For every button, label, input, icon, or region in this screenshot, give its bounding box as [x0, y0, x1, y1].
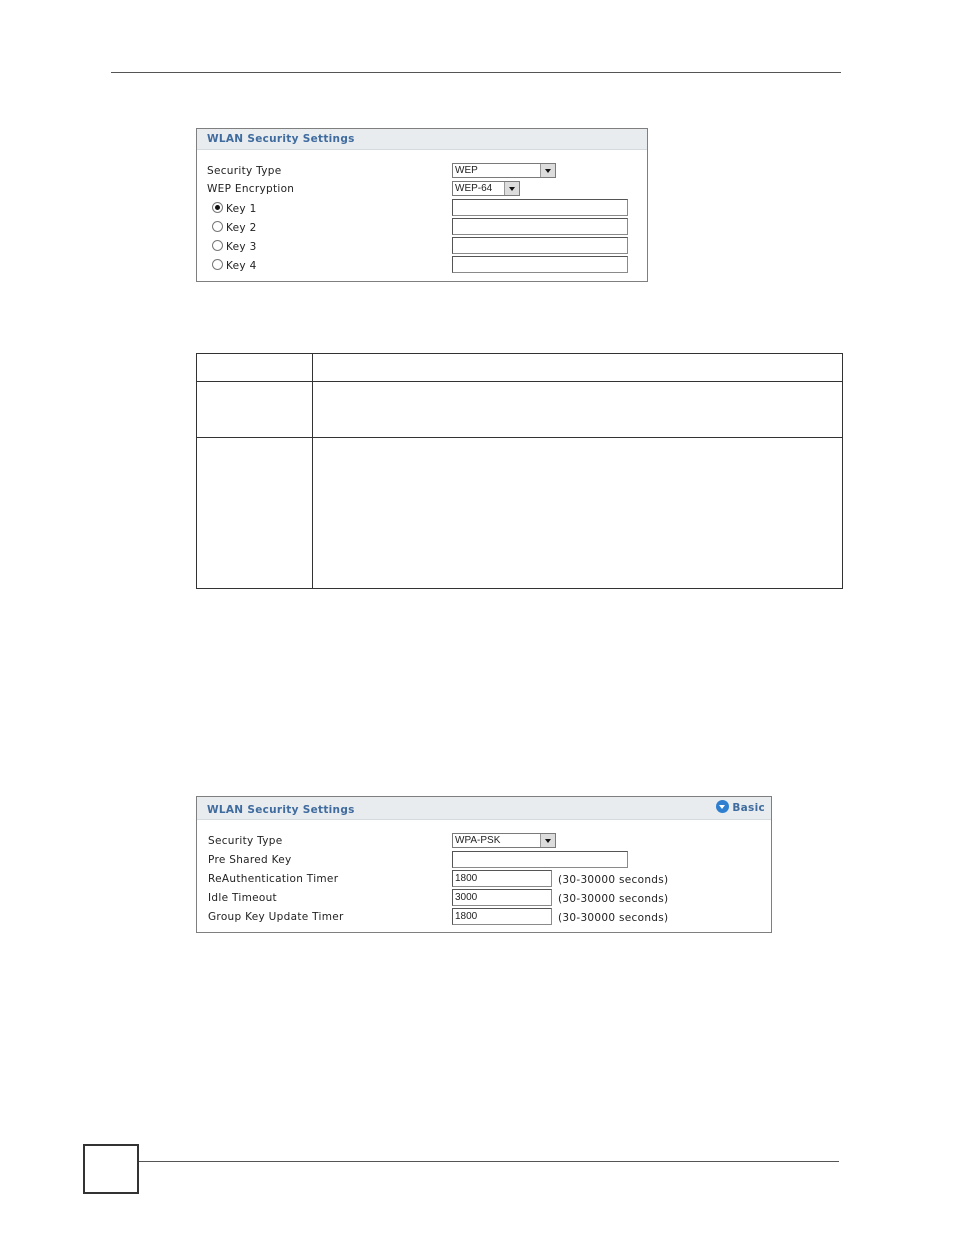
panel-title-row — [197, 797, 771, 820]
key-2-input[interactable] — [452, 218, 628, 235]
security-type-select[interactable] — [452, 833, 556, 848]
wep-encryption-value: WEP-64 — [455, 183, 493, 194]
key-4-input[interactable] — [452, 256, 628, 273]
pre-shared-key-label: Pre Shared Key — [208, 854, 292, 866]
key-1-radio[interactable] — [212, 202, 223, 213]
idle-timeout-input[interactable]: 3000 — [452, 889, 552, 906]
reauthentication-timer-label: ReAuthentication Timer — [208, 873, 339, 885]
table-cell — [313, 382, 843, 438]
idle-timeout-unit: (30-30000 seconds) — [558, 893, 669, 905]
table-cell — [197, 382, 313, 438]
table-header-cell — [313, 354, 843, 382]
chevron-down-icon — [504, 182, 519, 195]
table-header-row — [197, 354, 843, 382]
footer-rule — [139, 1161, 839, 1162]
group-key-update-timer-unit: (30-30000 seconds) — [558, 912, 669, 924]
key-2-radio[interactable] — [212, 221, 223, 232]
key-1-input[interactable] — [452, 199, 628, 216]
group-key-update-timer-input[interactable]: 1800 — [452, 908, 552, 925]
table-header-cell — [197, 354, 313, 382]
panel-title: WLAN Security Settings — [197, 129, 647, 150]
basic-link-label: Basic — [732, 802, 765, 814]
idle-timeout-label: Idle Timeout — [208, 892, 277, 904]
security-type-select[interactable] — [452, 163, 556, 178]
basic-link[interactable] — [716, 797, 765, 820]
table-row — [197, 438, 843, 589]
key-2-label: Key 2 — [226, 222, 257, 234]
page-number-box — [83, 1144, 139, 1194]
pre-shared-key-input[interactable] — [452, 851, 628, 868]
chevron-down-icon — [540, 834, 555, 847]
chevron-down-circle-icon — [716, 800, 729, 813]
table-row — [197, 382, 843, 438]
key-4-label: Key 4 — [226, 260, 257, 272]
group-key-update-timer-label: Group Key Update Timer — [208, 911, 344, 923]
security-type-value: WEP — [455, 165, 478, 176]
security-type-label: Security Type — [207, 165, 282, 177]
security-type-label: Security Type — [208, 835, 283, 847]
key-4-radio[interactable] — [212, 259, 223, 270]
wep-encryption-label: WEP Encryption — [207, 183, 295, 195]
chevron-down-icon — [540, 164, 555, 177]
reauthentication-timer-input[interactable]: 1800 — [452, 870, 552, 887]
wlan-security-panel-wep — [196, 128, 648, 282]
key-1-label: Key 1 — [226, 203, 257, 215]
key-3-radio[interactable] — [212, 240, 223, 251]
key-3-input[interactable] — [452, 237, 628, 254]
key-3-label: Key 3 — [226, 241, 257, 253]
description-table — [196, 353, 843, 589]
panel-title: WLAN Security Settings — [207, 804, 355, 816]
security-type-value: WPA-PSK — [455, 835, 501, 846]
wep-encryption-select[interactable] — [452, 181, 520, 196]
wlan-security-panel-wpa — [196, 796, 772, 933]
table-cell — [313, 438, 843, 589]
reauthentication-timer-unit: (30-30000 seconds) — [558, 874, 669, 886]
table-cell — [197, 438, 313, 589]
header-rule — [111, 72, 841, 73]
